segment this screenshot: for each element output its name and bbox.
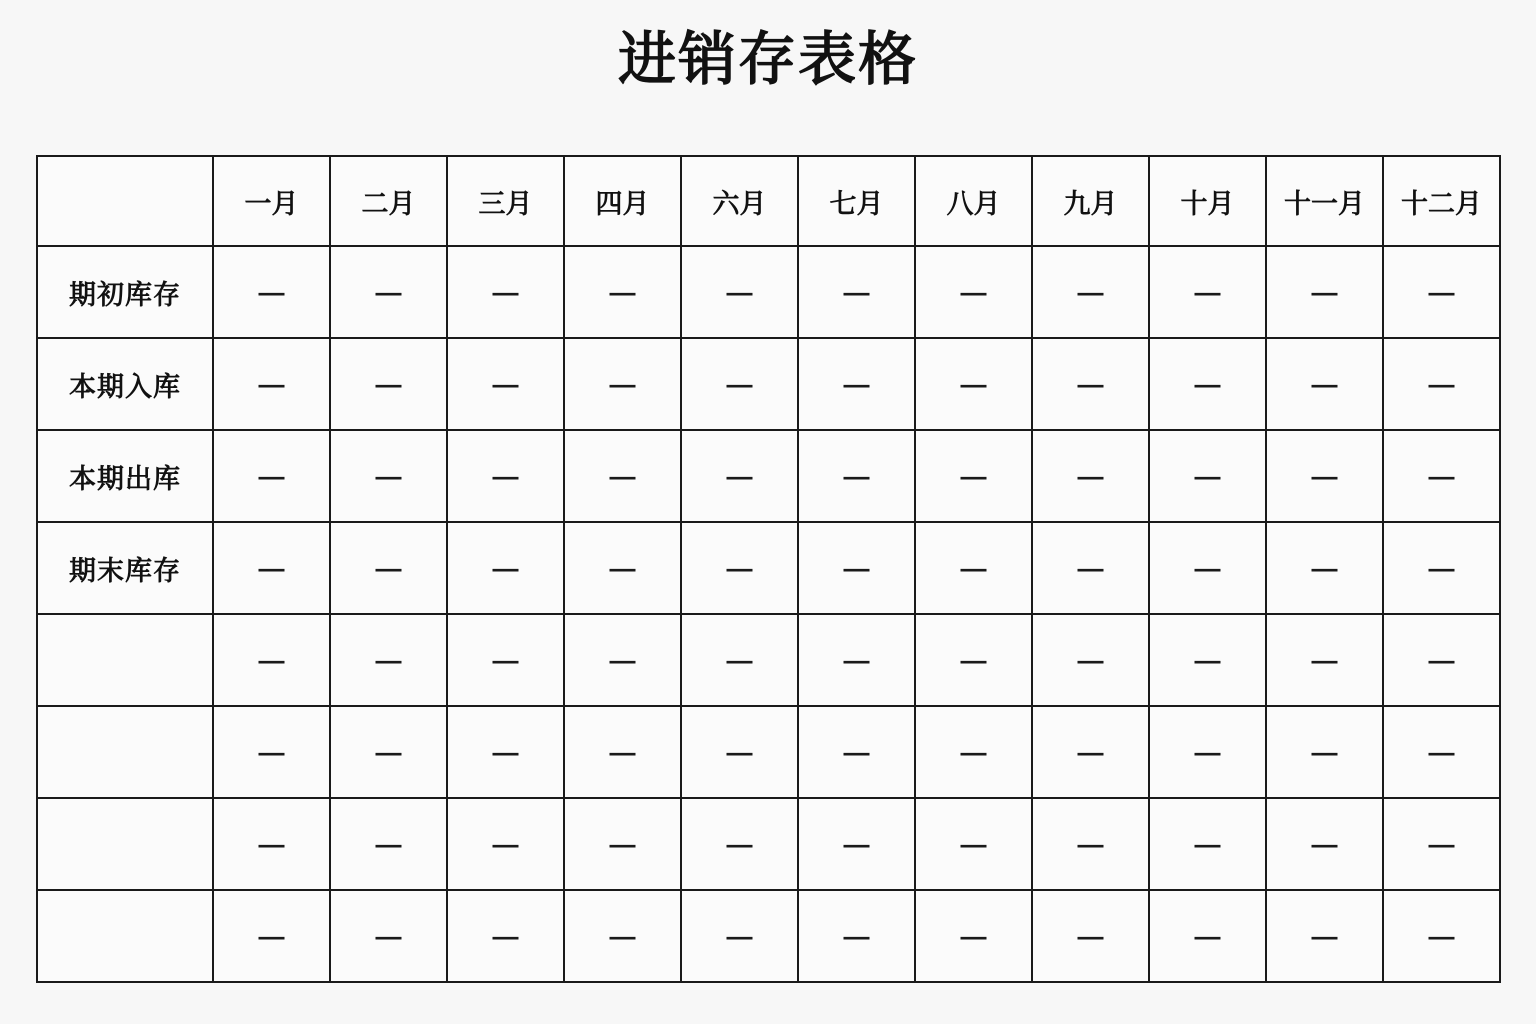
cell-r1-c5[interactable] <box>798 338 915 430</box>
cell-value: — <box>843 552 870 583</box>
column-header-month-6: 七月 <box>798 156 915 246</box>
cell-value: — <box>1077 828 1104 859</box>
table-header-row <box>37 156 1500 246</box>
cell-r0-c6[interactable] <box>915 246 1032 338</box>
cell-r1-c7[interactable] <box>1032 338 1149 430</box>
row-label-2: 本期出库 <box>37 430 213 522</box>
column-header-month-7: 八月 <box>915 156 1032 246</box>
cell-value: — <box>726 276 753 307</box>
cell-r7-c3[interactable] <box>564 890 681 982</box>
column-header-month-11: 十二月 <box>1383 156 1500 246</box>
cell-r7-c8[interactable] <box>1149 890 1266 982</box>
cell-value: — <box>960 460 987 491</box>
cell-value: — <box>1428 644 1455 675</box>
cell-r2-c0[interactable] <box>213 430 330 522</box>
cell-value: — <box>1194 828 1221 859</box>
row-label-3: 期末库存 <box>37 522 213 614</box>
cell-value: — <box>1311 460 1338 491</box>
cell-value: — <box>726 460 753 491</box>
cell-r2-c10[interactable] <box>1383 430 1500 522</box>
cell-value: — <box>375 552 402 583</box>
table-row <box>37 798 1500 890</box>
cell-r1-c2[interactable] <box>447 338 564 430</box>
cell-value: — <box>1311 552 1338 583</box>
cell-r6-c1[interactable] <box>330 798 447 890</box>
cell-value: — <box>1194 552 1221 583</box>
cell-value: — <box>375 644 402 675</box>
cell-value: — <box>843 368 870 399</box>
cell-r0-c0[interactable] <box>213 246 330 338</box>
cell-value: — <box>1311 644 1338 675</box>
cell-value: — <box>609 368 636 399</box>
cell-r1-c0[interactable] <box>213 338 330 430</box>
cell-value: — <box>609 460 636 491</box>
cell-r5-c5[interactable] <box>798 706 915 798</box>
cell-r4-c4[interactable] <box>681 614 798 706</box>
cell-r6-c10[interactable] <box>1383 798 1500 890</box>
cell-value: — <box>726 368 753 399</box>
cell-r4-c6[interactable] <box>915 614 1032 706</box>
cell-r1-c1[interactable] <box>330 338 447 430</box>
column-header-month-1: 一月 <box>213 156 330 246</box>
cell-r6-c6[interactable] <box>915 798 1032 890</box>
table-row <box>37 890 1500 982</box>
cell-value: — <box>843 828 870 859</box>
cell-r2-c4[interactable] <box>681 430 798 522</box>
cell-r0-c3[interactable] <box>564 246 681 338</box>
inventory-table <box>36 155 1501 983</box>
cell-value: — <box>1194 644 1221 675</box>
inventory-table-container <box>36 155 1500 983</box>
cell-r0-c10[interactable] <box>1383 246 1500 338</box>
cell-value: — <box>609 552 636 583</box>
cell-r0-c1[interactable] <box>330 246 447 338</box>
cell-value: — <box>1428 920 1455 951</box>
cell-value: — <box>1194 736 1221 767</box>
cell-value: — <box>258 920 285 951</box>
cell-value: — <box>1077 920 1104 951</box>
cell-r5-c0[interactable] <box>213 706 330 798</box>
cell-value: — <box>843 920 870 951</box>
cell-value: — <box>492 828 519 859</box>
cell-value: — <box>1077 460 1104 491</box>
cell-r1-c10[interactable] <box>1383 338 1500 430</box>
table-corner-cell <box>37 156 213 246</box>
cell-r3-c5[interactable] <box>798 522 915 614</box>
table-row <box>37 430 1500 522</box>
cell-r2-c8[interactable] <box>1149 430 1266 522</box>
table-header <box>37 156 1500 246</box>
cell-r3-c1[interactable] <box>330 522 447 614</box>
cell-r5-c2[interactable] <box>447 706 564 798</box>
cell-value: — <box>1194 368 1221 399</box>
cell-value: — <box>1428 736 1455 767</box>
cell-r4-c9[interactable] <box>1266 614 1383 706</box>
cell-value: — <box>609 920 636 951</box>
cell-value: — <box>726 736 753 767</box>
cell-r5-c4[interactable] <box>681 706 798 798</box>
cell-value: — <box>258 644 285 675</box>
cell-r4-c2[interactable] <box>447 614 564 706</box>
cell-r4-c10[interactable] <box>1383 614 1500 706</box>
cell-value: — <box>492 460 519 491</box>
cell-value: — <box>1311 736 1338 767</box>
cell-value: — <box>258 736 285 767</box>
cell-r7-c4[interactable] <box>681 890 798 982</box>
column-header-month-10: 十一月 <box>1266 156 1383 246</box>
cell-r7-c5[interactable] <box>798 890 915 982</box>
table-row <box>37 706 1500 798</box>
cell-value: — <box>375 368 402 399</box>
cell-value: — <box>960 736 987 767</box>
cell-value: — <box>609 644 636 675</box>
cell-r6-c0[interactable] <box>213 798 330 890</box>
cell-r4-c1[interactable] <box>330 614 447 706</box>
cell-value: — <box>1077 368 1104 399</box>
cell-value: — <box>1428 460 1455 491</box>
cell-value: — <box>492 552 519 583</box>
cell-value: — <box>1428 368 1455 399</box>
cell-r3-c9[interactable] <box>1266 522 1383 614</box>
row-label-0: 期初库存 <box>37 246 213 338</box>
cell-r3-c3[interactable] <box>564 522 681 614</box>
cell-r4-c0[interactable] <box>213 614 330 706</box>
cell-r2-c7[interactable] <box>1032 430 1149 522</box>
cell-value: — <box>492 644 519 675</box>
cell-r7-c9[interactable] <box>1266 890 1383 982</box>
cell-r4-c7[interactable] <box>1032 614 1149 706</box>
table-row <box>37 614 1500 706</box>
cell-r6-c5[interactable] <box>798 798 915 890</box>
cell-value: — <box>1311 368 1338 399</box>
cell-r6-c8[interactable] <box>1149 798 1266 890</box>
cell-value: — <box>843 644 870 675</box>
cell-value: — <box>258 828 285 859</box>
cell-r7-c2[interactable] <box>447 890 564 982</box>
cell-r4-c5[interactable] <box>798 614 915 706</box>
cell-r7-c1[interactable] <box>330 890 447 982</box>
cell-r3-c10[interactable] <box>1383 522 1500 614</box>
cell-value: — <box>960 920 987 951</box>
cell-value: — <box>726 552 753 583</box>
cell-value: — <box>960 828 987 859</box>
cell-value: — <box>1077 736 1104 767</box>
cell-value: — <box>843 276 870 307</box>
row-label-1: 本期入库 <box>37 338 213 430</box>
cell-r7-c10[interactable] <box>1383 890 1500 982</box>
cell-r0-c8[interactable] <box>1149 246 1266 338</box>
cell-r1-c4[interactable] <box>681 338 798 430</box>
column-header-month-5: 六月 <box>681 156 798 246</box>
table-body <box>37 246 1500 982</box>
cell-r2-c2[interactable] <box>447 430 564 522</box>
cell-value: — <box>1428 828 1455 859</box>
cell-r5-c7[interactable] <box>1032 706 1149 798</box>
cell-r5-c6[interactable] <box>915 706 1032 798</box>
cell-r5-c3[interactable] <box>564 706 681 798</box>
cell-value: — <box>609 276 636 307</box>
column-header-month-8: 九月 <box>1032 156 1149 246</box>
column-header-month-3: 三月 <box>447 156 564 246</box>
cell-value: — <box>1077 276 1104 307</box>
cell-r5-c8[interactable] <box>1149 706 1266 798</box>
cell-value: — <box>1077 644 1104 675</box>
cell-value: — <box>960 552 987 583</box>
cell-value: — <box>843 460 870 491</box>
cell-value: — <box>1311 276 1338 307</box>
cell-r6-c3[interactable] <box>564 798 681 890</box>
cell-r2-c3[interactable] <box>564 430 681 522</box>
cell-r3-c4[interactable] <box>681 522 798 614</box>
cell-r6-c9[interactable] <box>1266 798 1383 890</box>
cell-value: — <box>375 460 402 491</box>
cell-r3-c7[interactable] <box>1032 522 1149 614</box>
cell-r1-c8[interactable] <box>1149 338 1266 430</box>
row-label-6[interactable] <box>37 798 213 890</box>
cell-value: — <box>1311 920 1338 951</box>
cell-r3-c6[interactable] <box>915 522 1032 614</box>
cell-value: — <box>375 828 402 859</box>
cell-r4-c3[interactable] <box>564 614 681 706</box>
cell-value: — <box>726 644 753 675</box>
cell-r5-c10[interactable] <box>1383 706 1500 798</box>
table-row <box>37 338 1500 430</box>
cell-r6-c7[interactable] <box>1032 798 1149 890</box>
cell-value: — <box>960 368 987 399</box>
cell-value: — <box>375 736 402 767</box>
cell-value: — <box>258 552 285 583</box>
cell-value: — <box>492 920 519 951</box>
cell-r1-c9[interactable] <box>1266 338 1383 430</box>
cell-r6-c4[interactable] <box>681 798 798 890</box>
cell-value: — <box>726 920 753 951</box>
cell-value: — <box>258 276 285 307</box>
cell-r1-c6[interactable] <box>915 338 1032 430</box>
cell-r0-c4[interactable] <box>681 246 798 338</box>
row-label-5[interactable] <box>37 706 213 798</box>
table-row <box>37 522 1500 614</box>
cell-value: — <box>843 736 870 767</box>
cell-value: — <box>375 920 402 951</box>
page-title: 进销存表格 <box>617 27 918 92</box>
cell-r7-c0[interactable] <box>213 890 330 982</box>
cell-value: — <box>492 276 519 307</box>
cell-r4-c8[interactable] <box>1149 614 1266 706</box>
cell-value: — <box>375 276 402 307</box>
cell-value: — <box>960 644 987 675</box>
cell-r0-c5[interactable] <box>798 246 915 338</box>
cell-value: — <box>1428 276 1455 307</box>
table-row <box>37 246 1500 338</box>
cell-value: — <box>609 828 636 859</box>
cell-r7-c6[interactable] <box>915 890 1032 982</box>
cell-value: — <box>1077 552 1104 583</box>
row-label-4[interactable] <box>37 614 213 706</box>
cell-r2-c5[interactable] <box>798 430 915 522</box>
cell-value: — <box>960 276 987 307</box>
cell-value: — <box>1194 460 1221 491</box>
cell-r1-c3[interactable] <box>564 338 681 430</box>
row-label-7[interactable] <box>37 890 213 982</box>
cell-r6-c2[interactable] <box>447 798 564 890</box>
cell-r0-c2[interactable] <box>447 246 564 338</box>
column-header-month-4: 四月 <box>564 156 681 246</box>
cell-r5-c9[interactable] <box>1266 706 1383 798</box>
cell-value: — <box>1428 552 1455 583</box>
cell-value: — <box>1194 276 1221 307</box>
cell-r0-c7[interactable] <box>1032 246 1149 338</box>
cell-r3-c0[interactable] <box>213 522 330 614</box>
column-header-month-2: 二月 <box>330 156 447 246</box>
cell-value: — <box>258 460 285 491</box>
cell-value: — <box>1311 828 1338 859</box>
column-header-month-9: 十月 <box>1149 156 1266 246</box>
cell-r3-c2[interactable] <box>447 522 564 614</box>
cell-r7-c7[interactable] <box>1032 890 1149 982</box>
cell-r2-c9[interactable] <box>1266 430 1383 522</box>
cell-value: — <box>492 736 519 767</box>
cell-r2-c6[interactable] <box>915 430 1032 522</box>
cell-r5-c1[interactable] <box>330 706 447 798</box>
cell-value: — <box>492 368 519 399</box>
cell-r2-c1[interactable] <box>330 430 447 522</box>
cell-value: — <box>258 368 285 399</box>
cell-value: — <box>726 828 753 859</box>
cell-value: — <box>1194 920 1221 951</box>
cell-value: — <box>609 736 636 767</box>
cell-r0-c9[interactable] <box>1266 246 1383 338</box>
cell-r3-c8[interactable] <box>1149 522 1266 614</box>
